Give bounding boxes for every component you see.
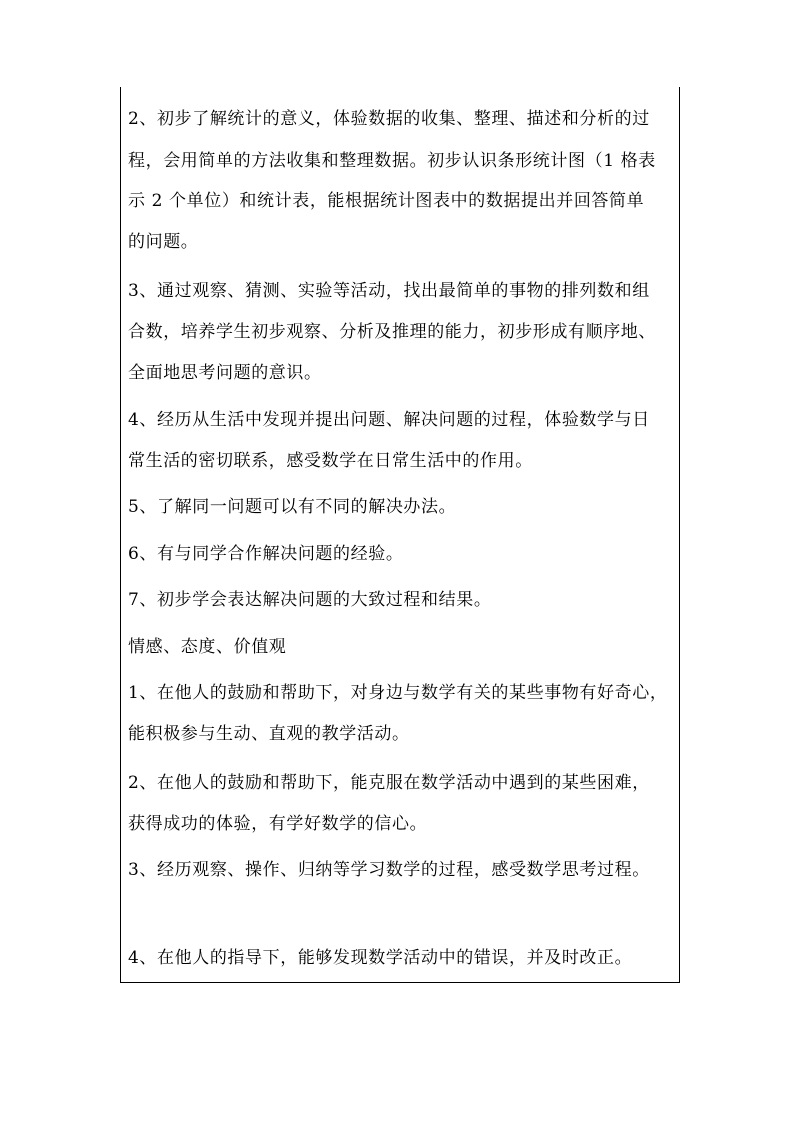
- text-line: 全面地思考问题的意识。: [128, 363, 322, 383]
- section-heading: 情感、态度、价值观: [128, 637, 287, 657]
- text-line: 能积极参与生动、直观的教学活动。: [128, 724, 410, 744]
- text-line: 常生活的密切联系，感受数学在日常生活中的作用。: [128, 451, 533, 471]
- text-line: 3、经历观察、操作、归纳等学习数学的过程，感受数学思考过程。: [128, 860, 650, 880]
- text-line: 4、经历从生活中发现并提出问题、解决问题的过程，体验数学与日: [128, 410, 650, 430]
- text-line: 2、在他人的鼓励和帮助下，能克服在数学活动中遇到的某些困难，: [128, 773, 650, 793]
- text-line: 4、在他人的指导下，能够发现数学活动中的错误，并及时改正。: [128, 948, 633, 968]
- text-line: 3、通过观察、猜测、实验等活动，找出最简单的事物的排列数和组: [128, 281, 650, 301]
- text-line: 的问题。: [128, 232, 199, 252]
- text-line: 6、有与同学合作解决问题的经验。: [128, 544, 404, 564]
- text-line: 2、初步了解统计的意义，体验数据的收集、整理、描述和分析的过: [128, 109, 650, 129]
- table-cell: [120, 87, 680, 983]
- text-line: 7、初步学会表达解决问题的大致过程和结果。: [128, 590, 492, 610]
- text-line: 示 2 个单位）和统计表，能根据统计图表中的数据提出并回答简单: [128, 191, 645, 211]
- text-line: 程，会用简单的方法收集和整理数据。初步认识条形统计图（1 格表: [128, 151, 656, 171]
- text-line: 5、了解同一问题可以有不同的解决办法。: [128, 497, 457, 517]
- text-line: 获得成功的体验，有学好数学的信心。: [128, 814, 428, 834]
- text-line: 1、在他人的鼓励和帮助下，对身边与数学有关的某些事物有好奇心，: [128, 683, 668, 703]
- text-line: 合数，培养学生初步观察、分析及推理的能力，初步形成有顺序地、: [128, 322, 656, 342]
